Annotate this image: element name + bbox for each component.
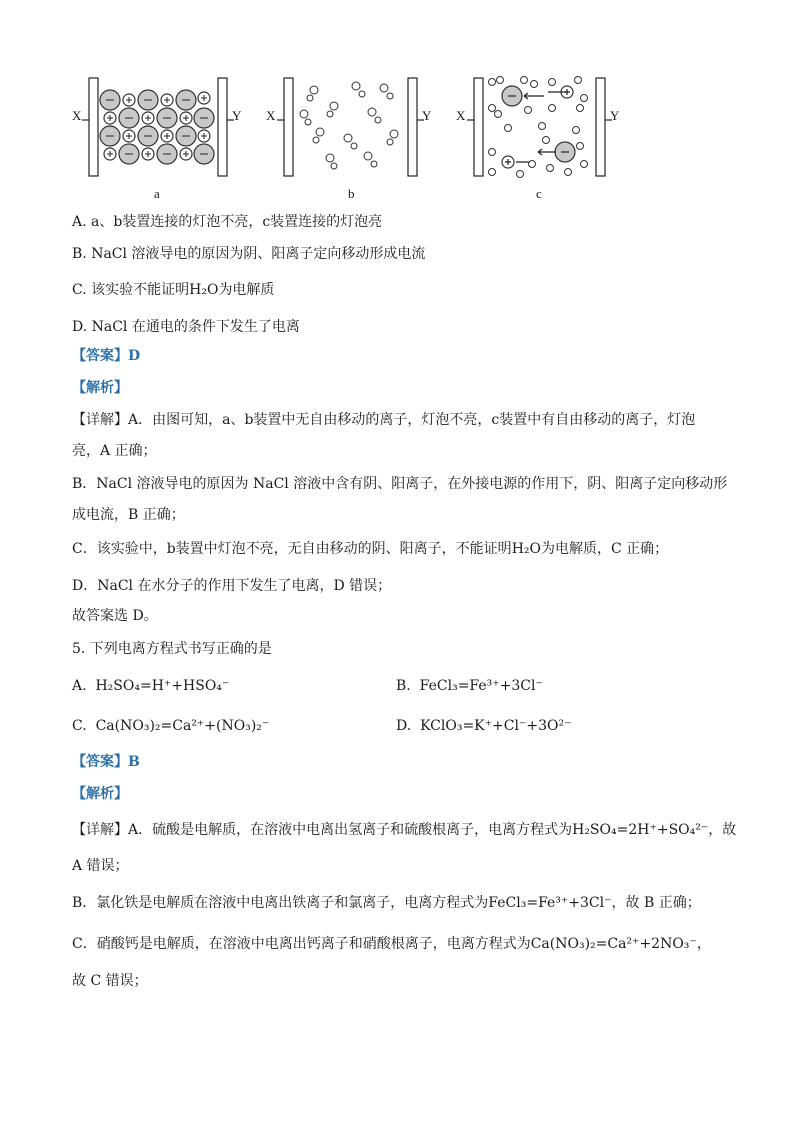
q5-detail-a-equation: H₂SO₄=2H⁺+SO₄²⁻ <box>572 822 709 838</box>
q4-option-d: D. NaCl 在通电的条件下发生了电离 <box>72 319 300 335</box>
q4-analysis-tag: 【解析】 <box>72 380 128 396</box>
q4-detail-line5-text: C．该实验中，b装置中灯泡不亮，无自由移动的阴、阳离子，不能证明 <box>72 541 512 557</box>
q5-option-a-label: A. <box>72 678 87 694</box>
electrode-y-label-b: Y <box>422 108 432 123</box>
panel-label-c: c <box>536 186 542 201</box>
q5-detail-c-line2: 故 C 错误； <box>72 973 148 989</box>
q4-detail-line6: D．NaCl 在水分子的作用下发生了电离，D 错误； <box>72 578 392 594</box>
q5-detail-b <box>72 893 701 913</box>
q4-detail-line4: 成电流，B 正确； <box>72 507 185 523</box>
q5-option-b-equation: FeCl₃=Fe³⁺+3Cl⁻ <box>419 678 543 694</box>
q5-detail-c-text: C．硝酸钙是电解质，在溶液中电离出钙离子和硝酸根离子，电离方程式为 <box>72 936 531 952</box>
q5-option-d-equation: KClO₃=K⁺+Cl⁻+3O²⁻ <box>420 718 572 734</box>
q4-option-c-suffix: 为电解质 <box>218 282 275 298</box>
q4-detail-line5-suffix: 为电解质，C 正确； <box>541 541 669 557</box>
q5-option-c <box>72 716 269 736</box>
electrode-x-label-c: X <box>456 108 466 123</box>
q5-option-c-equation: Ca(NO₃)₂=Ca²⁺+(NO₃)₂⁻ <box>95 718 270 734</box>
q4-detail-line7: 故答案选 D。 <box>72 608 158 624</box>
q4-option-c-text: C. 该实验不能证明 <box>72 282 190 298</box>
q5-detail-c-equation: Ca(NO₃)₂=Ca²⁺+2NO₃⁻ <box>530 936 697 952</box>
q5-detail-a-suffix: ，故 <box>708 822 737 838</box>
q5-answer: 【答案】B <box>72 754 140 770</box>
q4-detail-line5 <box>72 539 668 559</box>
q5-option-c-label: C. <box>72 718 87 734</box>
electrode-x-label-a: X <box>72 108 82 123</box>
q4-detail-line5-formula: H₂O <box>511 541 541 557</box>
q5-analysis-tag: 【解析】 <box>72 786 128 802</box>
q5-option-a <box>72 676 229 696</box>
conductivity-figure <box>72 68 632 208</box>
q4-option-c <box>72 280 274 300</box>
q5-stem: 5. 下列电离方程式书写正确的是 <box>72 641 272 657</box>
q4-option-b: B. NaCl 溶液导电的原因为阴、阳离子定向移动形成电流 <box>72 246 426 262</box>
q5-option-b-label: B. <box>396 678 411 694</box>
q5-detail-b-suffix: ，故 B 正确； <box>611 895 701 911</box>
q5-detail-c-suffix: ， <box>696 936 711 952</box>
q5-option-b <box>396 676 543 696</box>
q5-detail-c-line1 <box>72 934 711 954</box>
q4-detail-line1: 【详解】A．由图可知，a、b装置中无自由移动的离子，灯泡不亮，c装置中有自由移动的离子，灯泡 <box>72 412 696 428</box>
electrode-y-label-a: Y <box>232 108 242 123</box>
q4-answer: 【答案】D <box>72 348 141 364</box>
q4-option-c-formula: H₂O <box>189 282 219 298</box>
q5-option-d-label: D. <box>396 718 412 734</box>
q4-detail-line3: B．NaCl 溶液导电的原因为 NaCl 溶液中含有阴、阳离子，在外接电源的作用下，阴、阳离子定向移动形 <box>72 476 728 492</box>
q5-option-d <box>396 716 571 736</box>
q4-option-a: A. a、b装置连接的灯泡不亮，c装置连接的灯泡亮 <box>72 214 383 230</box>
q5-detail-b-equation: FeCl₃=Fe³⁺+3Cl⁻ <box>488 895 612 911</box>
electrode-x-label-b: X <box>266 108 276 123</box>
q5-detail-b-text: B．氯化铁是电解质在溶液中电离出铁离子和氯离子，电离方程式为 <box>72 895 489 911</box>
q5-detail-a-line2: A 错误； <box>72 858 129 874</box>
electrode-y-label-c: Y <box>610 108 620 123</box>
hydrated-ions-c <box>489 77 588 178</box>
q4-detail-line2: 亮，A 正确； <box>72 443 157 459</box>
q5-detail-a-text: 【详解】A．硫酸是电解质，在溶液中电离出氢离子和硫酸根离子，电离方程式为 <box>72 822 573 838</box>
q5-option-a-equation: H₂SO₄=H⁺+HSO₄⁻ <box>95 678 230 694</box>
panel-label-a: a <box>154 186 160 201</box>
panel-label-b: b <box>348 186 355 201</box>
q5-detail-a-line1 <box>72 820 736 840</box>
nacl-crystal <box>100 90 214 164</box>
water-molecules-b <box>300 82 398 169</box>
